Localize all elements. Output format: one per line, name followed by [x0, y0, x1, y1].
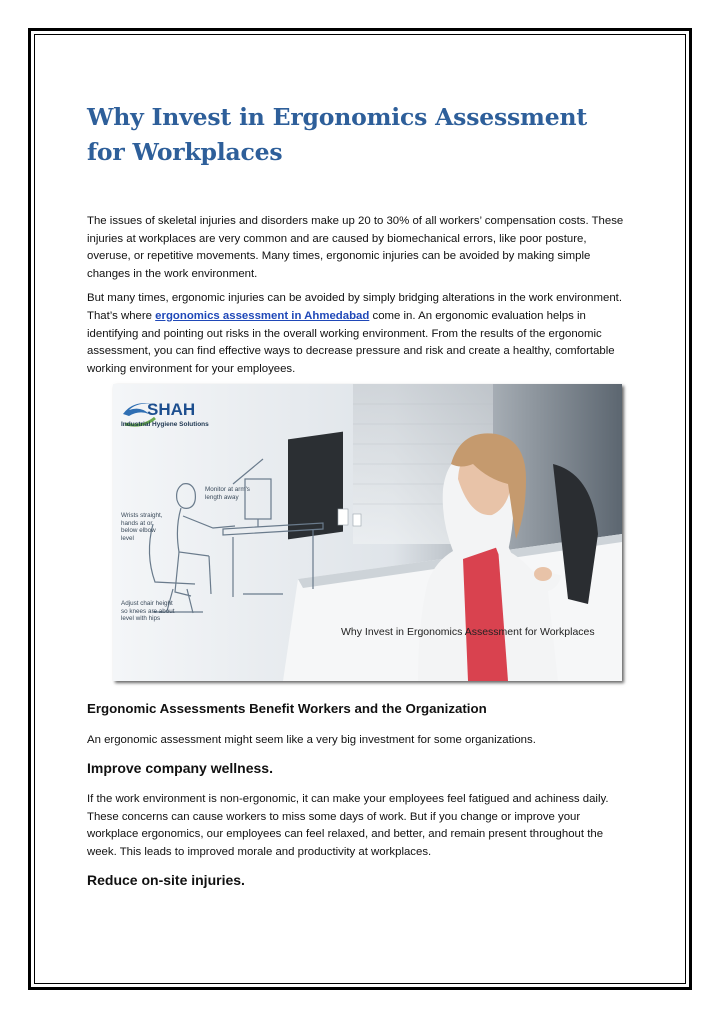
image-caption: Why Invest in Ergonomics Assessment for Workplaces	[341, 626, 595, 638]
article-title: Why Invest in Ergonomics Assessment for Workplaces	[87, 103, 587, 166]
brand-tagline: Industrial Hygiene Solutions	[121, 421, 209, 428]
intro-paragraph-2	[87, 290, 629, 378]
injuries-heading: Reduce on-site injuries.	[87, 872, 245, 888]
ergonomics-assessment-link[interactable]: ergonomics assessment in Ahmedabad	[155, 309, 370, 322]
intro-paragraph-1: The issues of skeletal injuries and disorders make up 20 to 30% of all workers’ compensation costs. These injuries at workplaces are very common and are caused by biomechanical errors, like poor posture, overuse, or repetitive movements. Many times, ergonomic injuries can be avoided by making simple changes in the work environment.	[87, 215, 624, 280]
annotation-wrists: Wrists straight, hands at or below elbow level	[121, 512, 163, 542]
intro-paragraph-2-start: But many times, ergonomic injuries can be avoided by simply bridging alterations in the work environment. That’s where	[87, 292, 622, 322]
benefits-heading: Ergonomic Assessments Benefit Workers and the Organization	[87, 701, 487, 716]
annotation-monitor: Monitor at arm's length away	[205, 486, 250, 501]
benefits-paragraph: An ergonomic assessment might seem like a very big investment for some organizations.	[87, 734, 536, 746]
wellness-heading: Improve company wellness.	[87, 760, 273, 776]
brand-logo-text: SHAH	[147, 400, 196, 419]
annotation-chair: Adjust chair height so knees are about level with hips	[121, 600, 175, 622]
article-header	[87, 100, 629, 378]
intro-paragraph-2-end: come in. An ergonomic evaluation helps in identifying and pointing out risks in the overall working environment. From the results of the ergonomic assessment, you can find effective ways to decrease pressure and risk and create a healthy, comfortable working environment for your employees.	[87, 309, 615, 375]
wellness-paragraph: If the work environment is non-ergonomic, it can make your employees feel fatigued and achiness daily. These concerns can cause workers to miss some days of work. But if you change or improve your workplace ergonomics, our employees can feel relaxed, and better, and remain present throughout the week. This leads to improved morale and productivity at workplaces.	[87, 793, 609, 858]
